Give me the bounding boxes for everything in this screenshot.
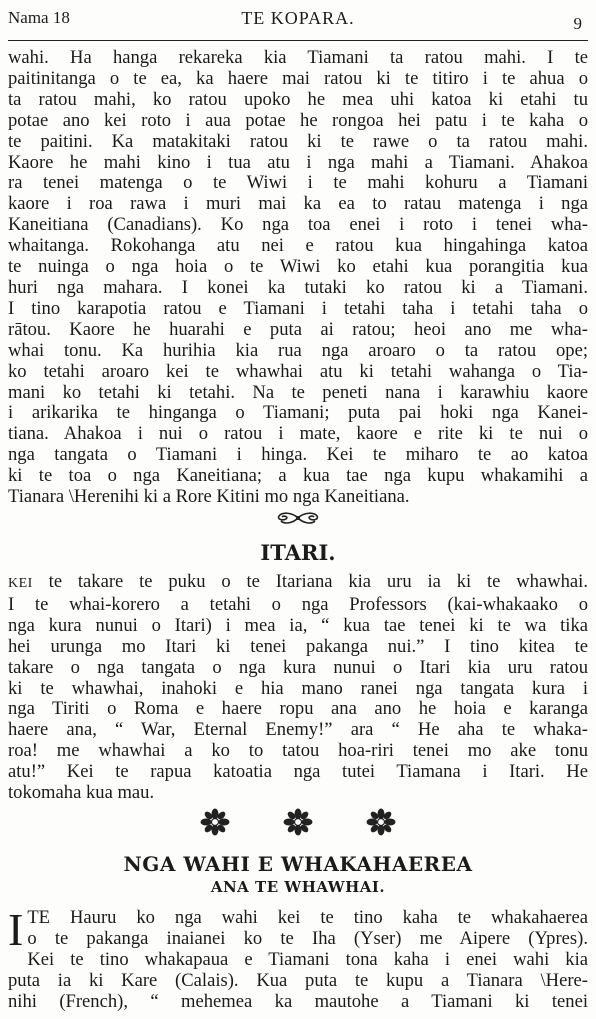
section-title-wahi: NGA WAHI E WHAKAHAEREA	[123, 852, 473, 876]
text-line: kaore i roa rawa i muri mai ka ea to ratau matenga i nga	[8, 193, 588, 215]
page-header	[0, 0, 596, 44]
text-line: whai tonu. Ka hurihia kia rua nga aroaro o ta ratou ope;	[8, 339, 588, 361]
drop-cap: I	[8, 904, 24, 955]
text-line: I tino karapotia ratou e Tiamani i tetahi taha i tetahi taha o	[8, 297, 588, 319]
issue-number: Nama 18	[8, 8, 70, 27]
publication-title: TE KOPARA.	[241, 8, 355, 28]
text-line: ko tetahi aroaro kei te whawhai atu ki tetahi wahanga o Tia-	[8, 360, 588, 382]
text-line: potae ano kei roto i aua potae he rongoa hei patu i te kaha o	[8, 109, 588, 131]
flower-ornament-icon	[366, 808, 396, 840]
text-line: wahi. Ha hanga rekareka kia Tiamani ta ratou mahi. I te	[8, 47, 588, 68]
text-line: mani ko tetahi ki tetahi. Na te peneti nana i karawhiu kaore	[8, 381, 588, 403]
text-line: puta ia ki Kare (Calais). Kua puta te kupu a Tianara \Here-	[8, 969, 588, 991]
text-line: i arikarika te hinganga o Tiamani; puta pai hoki nga Kanei-	[8, 402, 588, 424]
text-line: nga tangata o Tiamani i hinga. Kei te miharo te ao katoa	[8, 444, 588, 466]
bow-ornament-icon	[0, 510, 596, 529]
text-line: huri nga mahara. I konei ka tutaki ko ratou ki a Tiamani.	[8, 276, 588, 298]
text-line: tokomaha kua mau.	[8, 782, 155, 804]
text-line: ki te whawhai, inahoki e hia mano ranei nga tangata kura i	[8, 677, 588, 699]
text-line: nga Tiriti o Roma e haere ropu ana ano he hoia e karanga	[8, 698, 588, 720]
text-line: haere ana, “ War, Eternal Enemy!” ara “ He aha te whaka-	[8, 719, 588, 741]
text-line: paitinitanga o te ea, ka haere mai ratou ki te titiro i te ahua o	[8, 67, 588, 89]
article-wahi	[8, 904, 588, 1013]
text-line: te paitini. Ka matakitaki ratou ki te rawe o ta ratou mahi.	[8, 130, 588, 152]
text-line: takare o nga tangata o nga kura nunui o Itari kia uru ratou	[8, 656, 588, 678]
text-line: ra tenei matenga o te Wiwi i te mahi kohuru a Tiamani	[8, 172, 588, 194]
text-line: I te whai-korero a tetahi o nga Professors (kai-whakaako o	[8, 593, 588, 615]
text-line: atu!” Kei te rapua katoatia nga tutei Tiamana i Itari. He	[8, 761, 588, 783]
section-subtitle-wahi: ANA TE WHAWHAI.	[210, 878, 386, 896]
header-rule	[8, 40, 588, 41]
text-line: ta ratou mahi, ko ratou upoko he mea uhi katoa ki etahi tu	[8, 88, 588, 110]
text-line: whaitanga. Rokohanga atu nei e ratou kua hingahinga katoa	[8, 235, 588, 257]
article-itari	[8, 572, 588, 804]
text-line: Kaneitiana (Canadians). Ko nga toa enei i roto i tenei wha-	[8, 214, 588, 236]
flower-ornament-icon	[200, 808, 230, 840]
text-line: o te pakanga inaianei ko te Iha (Yser) me Aipere (Ypres).	[27, 927, 588, 949]
text-line: nihi (French), “ mehemea ka mautohe a Tiamani ki tenei	[8, 990, 588, 1012]
flower-ornaments	[0, 808, 596, 840]
text-line: rātou. Kaore he huarahi e puta ai ratou; heoi ano me wha-	[8, 318, 588, 340]
text-line: Tianara \Herenihi ki a Rore Kitini mo nga Kaneitiana.	[8, 486, 410, 508]
page-number: 9	[573, 14, 582, 33]
lead-word: KEI	[8, 576, 33, 591]
text-line: hei urunga mo Itari ki tenei pakanga nui.” I tino kitea te	[8, 635, 588, 657]
text-line: roa! me whawhai a ko to tatou hoa-riri tenei mo ake tonu	[8, 740, 588, 762]
text-line: Kaore he mahi kino i tua atu i nga mahi a Tiamani. Ahakoa	[8, 151, 588, 173]
section-title-itari: ITARI.	[260, 540, 336, 565]
text-line: TE Hauru ko nga wahi kei te tino kaha te whakahaerea	[27, 907, 588, 928]
text-line: ki te toa o nga Kaneitiana; a kua tae nga kupu whakamihi a	[8, 465, 588, 487]
text-line: KEI te takare te puku o te Itariana kia uru ia ki te whawhai.	[8, 571, 588, 592]
text-line: tiana. Ahakoa i nui o ratou i mate, kaore e rite ki te nui o	[8, 423, 588, 445]
text-line: Kei te tino whakapaua e Tiamani tona kaha i enei wahi kia	[27, 948, 588, 970]
article-continuation	[8, 48, 588, 508]
flower-ornament-icon	[283, 808, 313, 840]
text-line: te nuinga o nga hoia o te Wiwi ko etahi kua porangitia kua	[8, 256, 588, 278]
text-line: nga kura nunui o Itari) i mea ia, “ kua tae tenei ki te wa tika	[8, 614, 588, 636]
